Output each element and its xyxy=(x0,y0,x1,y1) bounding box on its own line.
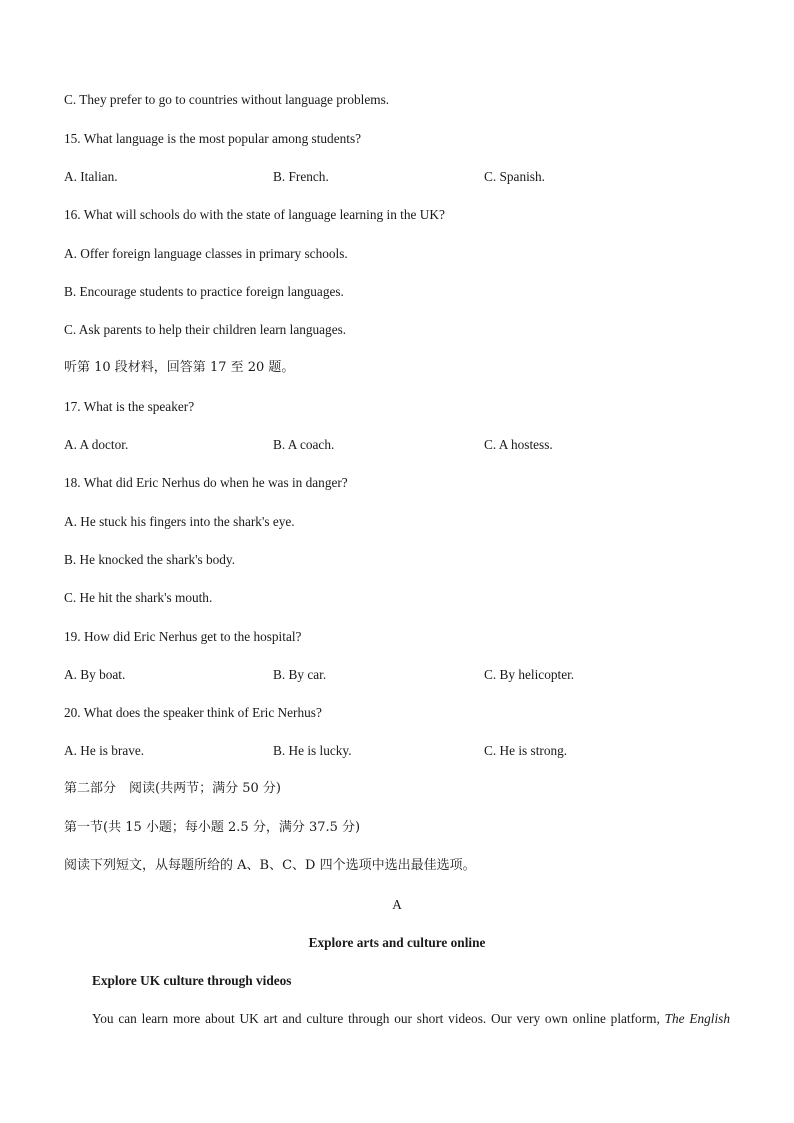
question-15: 15. What language is the most popular among students? xyxy=(64,131,362,146)
question-19-option-c: C. By helicopter. xyxy=(484,667,575,682)
section-1-heading: 第一节(共 15 小题；每小题 2.5 分，满分 37.5 分) xyxy=(64,820,361,835)
question-16-option-b: B. Encourage students to practice foreign languages. xyxy=(64,284,344,299)
question-19: 19. How did Eric Nerhus get to the hospital? xyxy=(64,629,302,644)
question-19-option-a: A. By boat. xyxy=(64,667,126,682)
question-15-option-c: C. Spanish. xyxy=(484,169,545,184)
platform-name-italic: The English xyxy=(664,1011,730,1026)
question-16: 16. What will schools do with the state of language learning in the UK? xyxy=(64,207,445,222)
part-2-heading: 第二部分 阅读(共两节；满分 50 分) xyxy=(64,781,281,796)
question-20-option-a: A. He is brave. xyxy=(64,743,145,758)
reading-instruction: 阅读下列短文，从每题所给的 A、B、C、D 四个选项中选出最佳选项。 xyxy=(64,858,476,873)
question-17-option-a: A. A doctor. xyxy=(64,437,129,452)
section-10-instruction: 听第 10 段材料，回答第 17 至 20 题。 xyxy=(64,360,295,375)
passage-title: Explore arts and culture online xyxy=(308,935,486,950)
question-18-option-b: B. He knocked the shark's body. xyxy=(64,552,236,567)
question-15-option-a: A. Italian. xyxy=(64,169,118,184)
passage-body-text: You can learn more about UK art and culture through our short videos. Our very own online platform, xyxy=(92,1011,660,1026)
question-16-option-c: C. Ask parents to help their children learn languages. xyxy=(64,322,347,337)
question-17: 17. What is the speaker? xyxy=(64,399,195,414)
passage-letter: A xyxy=(392,897,402,912)
passage-body-line xyxy=(92,1011,730,1027)
question-18-option-a: A. He stuck his fingers into the shark's eye. xyxy=(64,514,295,529)
question-20: 20. What does the speaker think of Eric Nerhus? xyxy=(64,705,322,720)
question-17-option-c: C. A hostess. xyxy=(484,437,553,452)
question-19-option-b: B. By car. xyxy=(273,667,327,682)
question-20-option-b: B. He is lucky. xyxy=(273,743,352,758)
question-14-option-c: C. They prefer to go to countries without language problems. xyxy=(64,92,390,107)
question-18: 18. What did Eric Nerhus do when he was in danger? xyxy=(64,475,348,490)
question-17-option-b: B. A coach. xyxy=(273,437,335,452)
question-18-option-c: C. He hit the shark's mouth. xyxy=(64,590,213,605)
question-20-option-c: C. He is strong. xyxy=(484,743,568,758)
passage-subheading: Explore UK culture through videos xyxy=(92,973,292,988)
question-16-option-a: A. Offer foreign language classes in primary schools. xyxy=(64,246,348,261)
question-15-option-b: B. French. xyxy=(273,169,329,184)
